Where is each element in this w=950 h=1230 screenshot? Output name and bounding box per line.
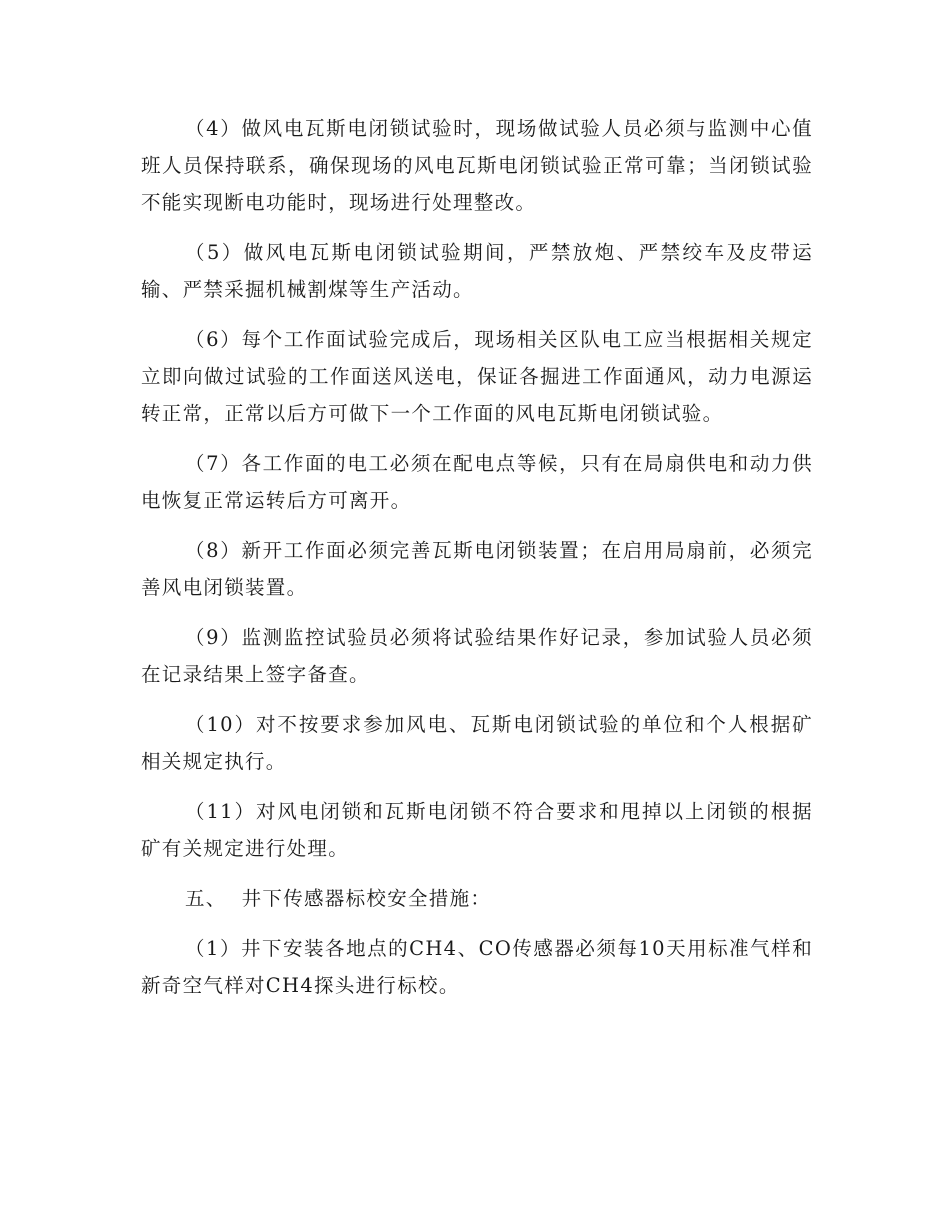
paragraph-item-4: （4）做风电瓦斯电闭锁试验时，现场做试验人员必须与监测中心值班人员保持联系，确保现场的风电瓦斯电闭锁试验正常可靠；当闭锁试验不能实现断电功能时，现场进行处理整改。 — [141, 117, 813, 214]
section-paragraph-item-1: （1）井下安装各地点的CH4、CO传感器必须每10天用标准气样和新奇空气样对CH4探头进行标校。 — [141, 937, 813, 997]
paragraph-item-9: （9）监测监控试验员必须将试验结果作好记录，参加试验人员必须在记录结果上签字备查。 — [141, 626, 813, 686]
document-body — [141, 110, 813, 1017]
paragraph-item-6: （6）每个工作面试验完成后，现场相关区队电工应当根据相关规定立即向做过试验的工作面送风送电，保证各掘进工作面通风，动力电源运转正常，正常以后方可做下一个工作面的风电瓦斯电闭锁试验。 — [141, 328, 813, 425]
paragraph-item-8: （8）新开工作面必须完善瓦斯电闭锁装置；在启用局扇前，必须完善风电闭锁装置。 — [141, 539, 813, 599]
paragraph-item-7: （7）各工作面的电工必须在配电点等候，只有在局扇供电和动力供电恢复正常运转后方可离开。 — [141, 452, 813, 512]
paragraph-item-5: （5）做风电瓦斯电闭锁试验期间，严禁放炮、严禁绞车及皮带运输、严禁采掘机械割煤等生产活动。 — [141, 241, 813, 301]
paragraph-item-10: （10）对不按要求参加风电、瓦斯电闭锁试验的单位和个人根据矿相关规定执行。 — [141, 713, 813, 773]
section-heading: 五、 井下传感器标校安全措施： — [185, 887, 492, 910]
paragraph-item-11: （11）对风电闭锁和瓦斯电闭锁不符合要求和甩掉以上闭锁的根据矿有关规定进行处理。 — [141, 800, 813, 860]
